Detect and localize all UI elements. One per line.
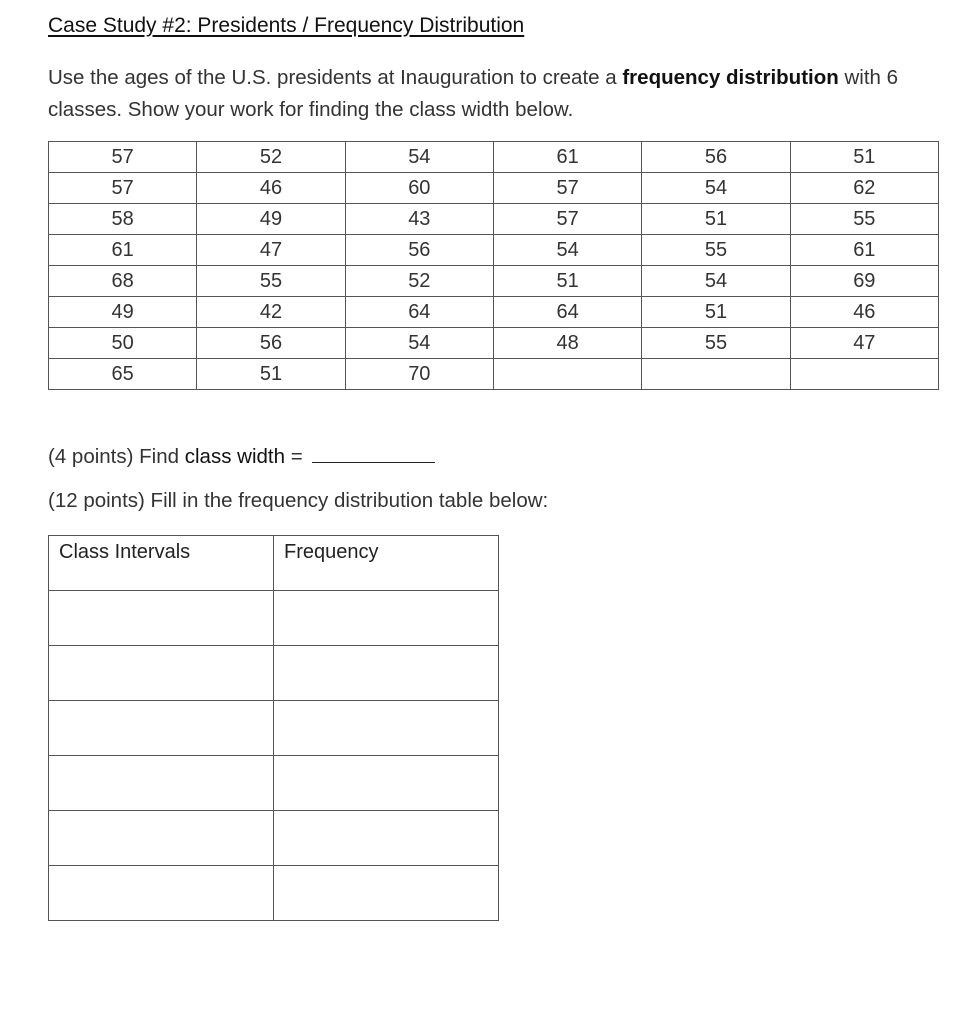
age-value: 50 (111, 331, 134, 354)
age-cell (493, 173, 641, 204)
age-value: 48 (556, 331, 579, 354)
age-value: 56 (704, 145, 728, 168)
header-frequency: Frequency (274, 536, 499, 591)
age-cell (49, 204, 197, 235)
age-cell (345, 297, 493, 328)
age-cell (49, 266, 197, 297)
class-interval-cell[interactable] (49, 866, 274, 921)
age-value: 57 (111, 176, 134, 199)
frequency-cell[interactable] (274, 811, 499, 866)
class-interval-cell[interactable] (49, 701, 274, 756)
age-value: 46 (259, 176, 283, 199)
class-interval-cell[interactable] (49, 811, 274, 866)
frequency-table-question: (12 points) Fill in the frequency distribution table below: (48, 489, 549, 512)
age-value: 51 (259, 362, 283, 385)
age-value: 49 (111, 300, 134, 323)
class-interval-cell[interactable] (49, 646, 274, 701)
age-cell (49, 173, 197, 204)
age-value: 51 (556, 269, 579, 292)
age-value: 54 (408, 145, 431, 168)
age-cell (493, 328, 641, 359)
age-cell (345, 235, 493, 266)
table-row (49, 142, 939, 173)
age-cell (642, 204, 790, 235)
table-row (49, 266, 939, 297)
age-value: 69 (853, 269, 876, 292)
age-cell (49, 235, 197, 266)
frequency-table-header-row (49, 536, 499, 591)
table-row (49, 297, 939, 328)
age-value: 54 (556, 238, 579, 261)
age-value: 56 (259, 331, 283, 354)
table-row (49, 646, 499, 701)
age-value: 61 (556, 145, 579, 168)
age-value: 55 (704, 238, 728, 261)
table-row (49, 811, 499, 866)
age-value: 57 (556, 176, 579, 199)
age-cell (345, 204, 493, 235)
age-cell (197, 359, 345, 390)
age-value: 58 (111, 207, 134, 230)
age-value: 51 (704, 300, 728, 323)
class-width-term: class width (184, 445, 285, 468)
class-width-answer-blank[interactable] (312, 442, 435, 463)
age-value: 42 (259, 300, 283, 323)
age-cell (493, 204, 641, 235)
age-cell (197, 204, 345, 235)
class-width-prefix: (4 points) Find (48, 445, 185, 468)
age-cell (197, 328, 345, 359)
class-width-suffix: = (285, 445, 303, 468)
age-cell (790, 266, 938, 297)
age-cell (49, 142, 197, 173)
ages-table-body (49, 142, 939, 390)
age-value: 49 (259, 207, 283, 230)
age-cell (345, 359, 493, 390)
instructions-text-1: Use the ages of the U.S. presidents at Inauguration to create a (48, 66, 623, 89)
age-cell (197, 235, 345, 266)
age-cell (790, 328, 938, 359)
instructions-paragraph (48, 62, 928, 126)
age-value: 55 (704, 331, 728, 354)
class-interval-cell[interactable] (49, 756, 274, 811)
age-cell (642, 328, 790, 359)
page-title: Case Study #2: Presidents / Frequency Distribution (48, 14, 525, 37)
table-row (49, 866, 499, 921)
age-cell (345, 266, 493, 297)
president-ages-table (48, 141, 939, 390)
age-cell (790, 297, 938, 328)
age-cell (197, 142, 345, 173)
age-value: 68 (111, 269, 134, 292)
age-value: 62 (853, 176, 876, 199)
age-value: 54 (408, 331, 431, 354)
age-value: 46 (853, 300, 876, 323)
age-cell (493, 359, 641, 390)
age-cell (642, 173, 790, 204)
table-row (49, 701, 499, 756)
age-cell (642, 235, 790, 266)
frequency-cell[interactable] (274, 591, 499, 646)
age-value: 51 (704, 207, 728, 230)
table-row (49, 204, 939, 235)
age-value: 61 (853, 238, 876, 261)
age-value: 57 (556, 207, 579, 230)
age-cell (642, 266, 790, 297)
age-value: 54 (704, 176, 728, 199)
age-cell (197, 173, 345, 204)
age-value: 55 (259, 269, 283, 292)
age-value: 52 (408, 269, 431, 292)
frequency-distribution-table (48, 535, 499, 921)
table-row (49, 591, 499, 646)
age-value: 57 (111, 145, 134, 168)
header-class-intervals: Class Intervals (49, 536, 274, 591)
age-cell (197, 266, 345, 297)
age-cell (493, 297, 641, 328)
age-cell (642, 359, 790, 390)
age-value: 47 (853, 331, 876, 354)
age-cell (493, 235, 641, 266)
age-cell (197, 297, 345, 328)
age-cell (790, 142, 938, 173)
age-value: 56 (408, 238, 431, 261)
table-row (49, 328, 939, 359)
age-value: 64 (408, 300, 431, 323)
class-width-question (48, 442, 435, 469)
frequency-cell[interactable] (274, 866, 499, 921)
age-value: 54 (704, 269, 728, 292)
age-value: 51 (853, 145, 876, 168)
age-value: 65 (111, 362, 134, 385)
age-value: 52 (259, 145, 283, 168)
age-cell (642, 297, 790, 328)
age-cell (790, 204, 938, 235)
age-value: 61 (111, 238, 134, 261)
age-cell (790, 173, 938, 204)
age-cell (345, 173, 493, 204)
age-cell (790, 359, 938, 390)
age-value: 60 (408, 176, 431, 199)
age-cell (49, 359, 197, 390)
instructions-bold-term: frequency distribution (622, 66, 839, 89)
table-row (49, 756, 499, 811)
frequency-cell[interactable] (274, 756, 499, 811)
frequency-cell[interactable] (274, 701, 499, 756)
age-cell (345, 142, 493, 173)
age-value: 43 (408, 207, 431, 230)
age-value: 55 (853, 207, 876, 230)
age-cell (345, 328, 493, 359)
table-row (49, 173, 939, 204)
table-row (49, 359, 939, 390)
frequency-cell[interactable] (274, 646, 499, 701)
table-row (49, 235, 939, 266)
instructions-text-2: with 6 classes. Show your work for finding the class width below. (48, 66, 899, 121)
age-cell (790, 235, 938, 266)
frequency-table-body (49, 536, 499, 921)
age-cell (49, 328, 197, 359)
age-cell (493, 266, 641, 297)
age-cell (493, 142, 641, 173)
age-value: 70 (408, 362, 431, 385)
age-value: 47 (259, 238, 283, 261)
age-cell (49, 297, 197, 328)
age-cell (642, 142, 790, 173)
age-value: 64 (556, 300, 579, 323)
class-interval-cell[interactable] (49, 591, 274, 646)
